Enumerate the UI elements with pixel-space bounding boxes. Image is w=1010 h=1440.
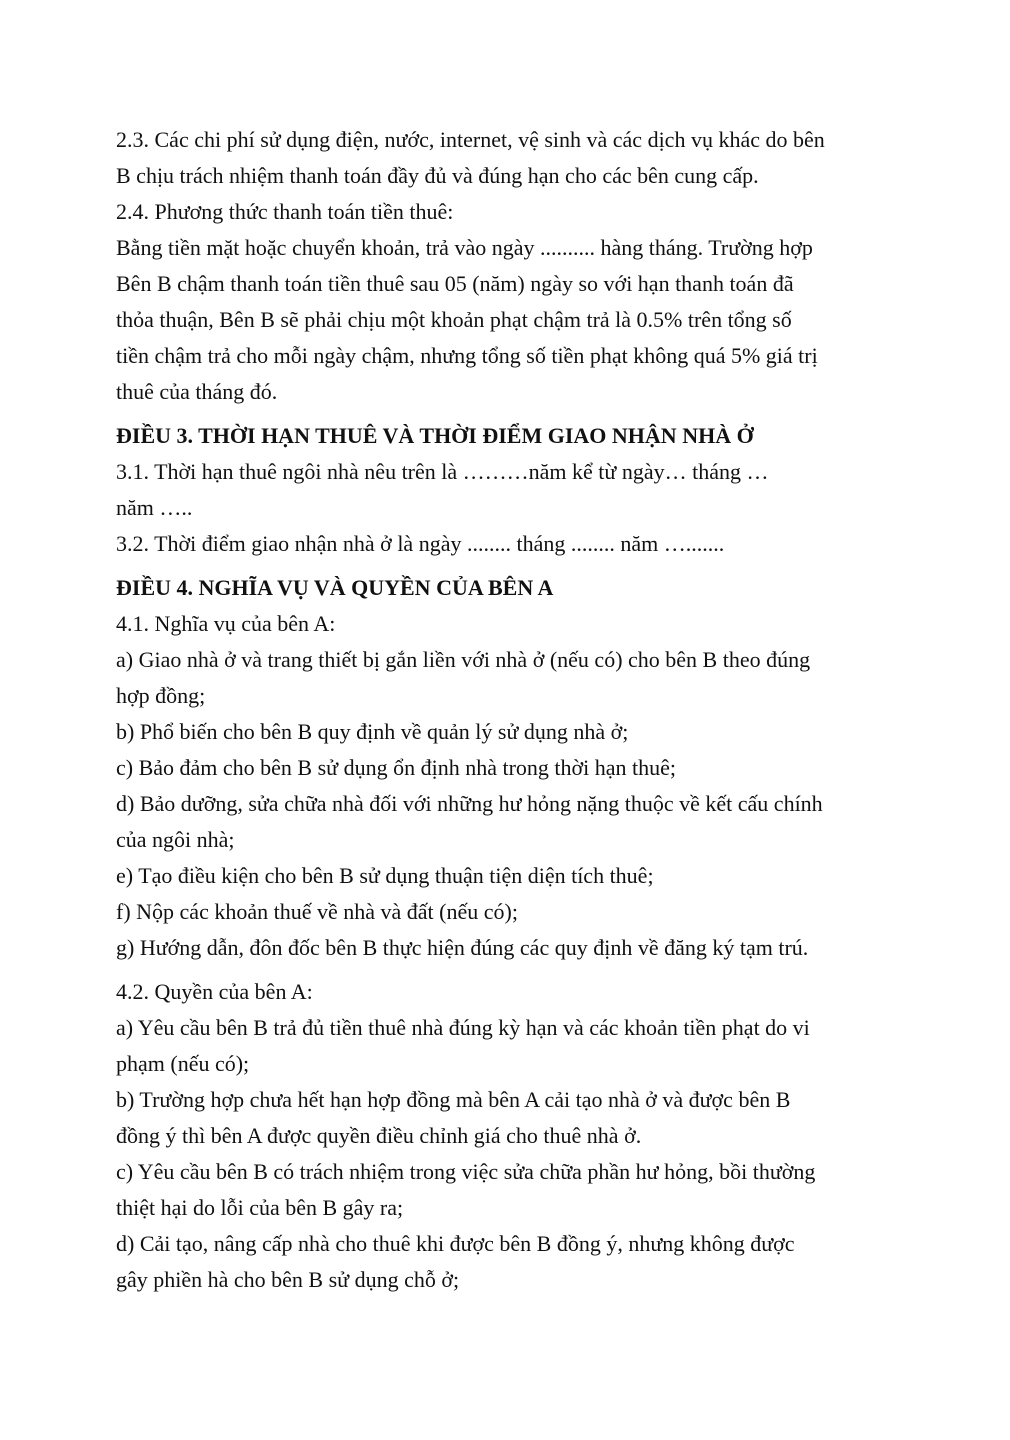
clause-2-3-line-2: B chịu trách nhiệm thanh toán đầy đủ và đúng hạn cho các bên cung cấp. <box>116 163 759 188</box>
clause-4-2-c-line-1: c) Yêu cầu bên B có trách nhiệm trong việc sửa chữa phần hư hỏng, bồi thường <box>116 1159 816 1184</box>
clause-3-1-line-2: năm ….. <box>116 495 193 520</box>
clause-3-2: 3.2. Thời điểm giao nhận nhà ở là ngày ........ tháng ........ năm …....... <box>116 531 725 556</box>
clause-4-1-title: 4.1. Nghĩa vụ của bên A: <box>116 611 336 636</box>
clause-3-1-line-1: 3.1. Thời hạn thuê ngôi nhà nêu trên là ………năm kể từ ngày… tháng … <box>116 459 769 484</box>
clause-4-2-a-line-2: phạm (nếu có); <box>116 1051 250 1076</box>
clause-4-1-d-line-1: d) Bảo dưỡng, sửa chữa nhà đối với những hư hỏng nặng thuộc về kết cấu chính <box>116 791 823 816</box>
clause-4-2-d-line-1: d) Cải tạo, nâng cấp nhà cho thuê khi được bên B đồng ý, nhưng không được <box>116 1231 795 1256</box>
clause-4-1-g: g) Hướng dẫn, đôn đốc bên B thực hiện đúng các quy định về đăng ký tạm trú. <box>116 935 809 960</box>
clause-2-4-line-5: thuê của tháng đó. <box>116 379 278 404</box>
clause-4-1-a-line-1: a) Giao nhà ở và trang thiết bị gắn liền với nhà ở (nếu có) cho bên B theo đúng <box>116 647 811 672</box>
clause-2-4-title: 2.4. Phương thức thanh toán tiền thuê: <box>116 199 454 224</box>
clause-4-2-d-line-2: gây phiền hà cho bên B sử dụng chỗ ở; <box>116 1267 460 1292</box>
clause-4-2-a-line-1: a) Yêu cầu bên B trả đủ tiền thuê nhà đúng kỳ hạn và các khoản tiền phạt do vi <box>116 1015 810 1040</box>
clause-4-1-e: e) Tạo điều kiện cho bên B sử dụng thuận tiện diện tích thuê; <box>116 863 654 888</box>
clause-2-3-line-1: 2.3. Các chi phí sử dụng điện, nước, internet, vệ sinh và các dịch vụ khác do bên <box>116 127 825 152</box>
contract-page <box>116 122 906 1298</box>
clause-4-2-title: 4.2. Quyền của bên A: <box>116 979 313 1004</box>
clause-4-1-b: b) Phổ biến cho bên B quy định về quản lý sử dụng nhà ở; <box>116 719 629 744</box>
clause-4-2-c-line-2: thiệt hại do lỗi của bên B gây ra; <box>116 1195 404 1220</box>
clause-4-1-a-line-2: hợp đồng; <box>116 683 206 708</box>
clause-2-4-line-3: thỏa thuận, Bên B sẽ phải chịu một khoản phạt chậm trả là 0.5% trên tổng số <box>116 307 792 332</box>
clause-2-4-line-1: Bằng tiền mặt hoặc chuyển khoản, trả vào ngày .......... hàng tháng. Trường hợp <box>116 235 813 260</box>
clause-4-1-f: f) Nộp các khoản thuế về nhà và đất (nếu có); <box>116 899 518 924</box>
clause-4-1-c: c) Bảo đảm cho bên B sử dụng ổn định nhà trong thời hạn thuê; <box>116 755 677 780</box>
clause-4-2-b-line-2: đồng ý thì bên A được quyền điều chỉnh giá cho thuê nhà ở. <box>116 1123 642 1148</box>
clause-4-2-b-line-1: b) Trường hợp chưa hết hạn hợp đồng mà bên A cải tạo nhà ở và được bên B <box>116 1087 791 1112</box>
clause-2-4-line-4: tiền chậm trả cho mỗi ngày chậm, nhưng tổng số tiền phạt không quá 5% giá trị <box>116 343 818 368</box>
article-3-heading: ĐIỀU 3. THỜI HẠN THUÊ VÀ THỜI ĐIỂM GIAO NHẬN NHÀ Ở <box>116 423 754 448</box>
article-4-heading: ĐIỀU 4. NGHĨA VỤ VÀ QUYỀN CỦA BÊN A <box>116 575 554 600</box>
clause-2-4-line-2: Bên B chậm thanh toán tiền thuê sau 05 (năm) ngày so với hạn thanh toán đã <box>116 271 794 296</box>
clause-4-1-d-line-2: của ngôi nhà; <box>116 827 235 852</box>
